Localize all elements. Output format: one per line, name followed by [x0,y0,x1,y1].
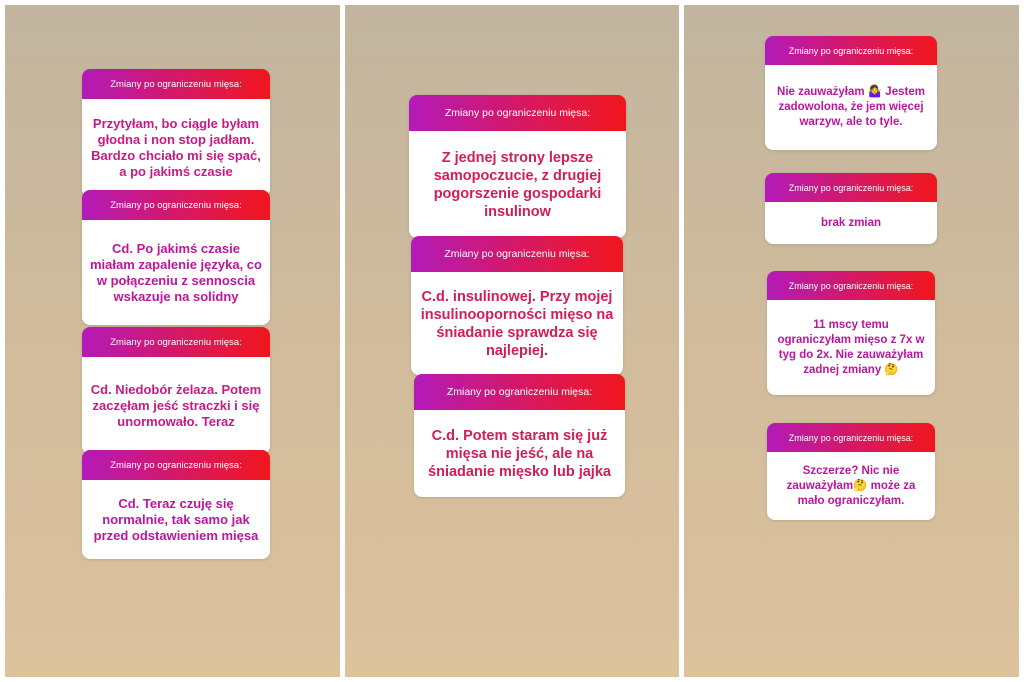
card-body: brak zmian [820,216,882,229]
card-header: Zmiany po ograniczeniu mięsa: [765,36,937,65]
card-header: Zmiany po ograniczeniu mięsa: [414,374,625,410]
card-body: 11 mscy temu ograniczyłam mięso z 7x w tyg do 2x. Nie zauważyłam zadnej zmiany 🤔 [777,318,925,376]
card-header: Zmiany po ograniczeniu mięsa: [409,95,626,131]
response-card [414,374,625,497]
card-header: Zmiany po ograniczeniu mięsa: [82,190,270,220]
card-header: Zmiany po ograniczeniu mięsa: [411,236,623,272]
card-header: Zmiany po ograniczeniu mięsa: [765,173,937,202]
card-header: Zmiany po ograniczeniu mięsa: [82,69,270,99]
response-card [767,423,935,520]
response-card [82,190,270,325]
card-body: Przytyłam, bo ciągle byłam głodna i non stop jadłam. Bardzo chciało mi się spać, a po jakimś czasie [91,116,261,179]
response-card [82,69,270,197]
response-card [82,450,270,559]
story-panel-3 [684,5,1019,677]
card-body: Cd. Po jakimś czasie miałam zapalenie języka, co w połączeniu z sennoscia wskazuje na solidny [90,240,262,304]
response-card [765,173,937,244]
card-body: C.d. insulinowej. Przy mojej insulinooporności mięso na śniadanie sprawdza się najlepiej. [420,288,614,359]
response-card [767,271,935,395]
card-body: Cd. Teraz czuję się normalnie, tak samo jak przed odstawieniem mięsa [93,495,259,543]
card-body: C.d. Potem staram się już mięsa nie jeść, ale na śniadanie mięsko lub jajka [428,427,611,480]
card-header: Zmiany po ograniczeniu mięsa: [767,271,935,300]
card-body: Nie zauważyłam 🤷‍♀️ Jestem zadowolona, że jem więcej warzyw, ale to tyle. [777,86,925,128]
card-body: Szczerze? Nic nie zauważyłam🤔 może za mało ograniczyłam. [786,464,916,507]
response-card [411,236,623,375]
response-card [82,327,270,454]
card-body: Z jednej strony lepsze samopoczucie, z drugiej pogorszenie gospodarki insulinow [433,149,602,220]
response-card [765,36,937,150]
story-panel-2 [345,5,679,677]
card-body: Cd. Niedobór żelaza. Potem zaczęłam jeść straczki i się unormowało. Teraz [90,381,262,429]
card-header: Zmiany po ograniczeniu mięsa: [767,423,935,452]
card-header: Zmiany po ograniczeniu mięsa: [82,327,270,357]
response-card [409,95,626,238]
story-panel-1 [5,5,340,677]
card-header: Zmiany po ograniczeniu mięsa: [82,450,270,480]
